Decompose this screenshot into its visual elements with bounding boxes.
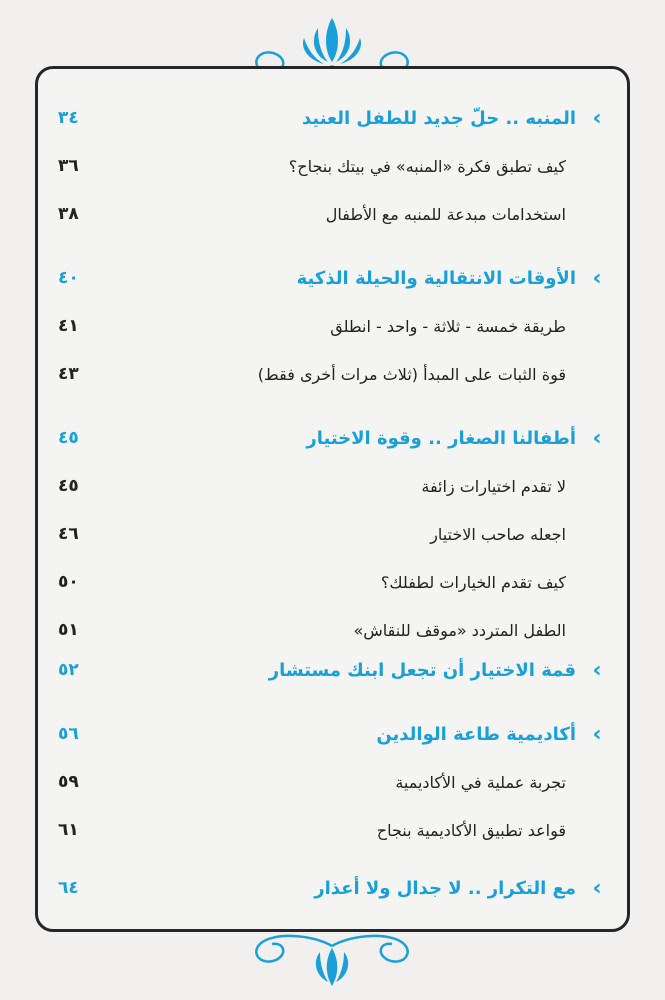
item-title: كيف تقدم الخيارات لطفلك؟ bbox=[380, 572, 566, 592]
toc-item-row bbox=[58, 306, 604, 346]
item-title: طريقة خمسة - ثلاثة - واحد - انطلق bbox=[330, 316, 566, 336]
page-number: ٤٥ bbox=[58, 476, 79, 496]
page-number: ٥٢ bbox=[58, 660, 79, 680]
toc-item-row bbox=[58, 146, 604, 186]
page-number: ٣٨ bbox=[58, 204, 79, 224]
page-number: ٤٣ bbox=[58, 364, 79, 384]
item-title: كيف تطبق فكرة «المنبه» في بيتك بنجاح؟ bbox=[288, 156, 566, 176]
item-title: اجعله صاحب الاختيار bbox=[430, 524, 566, 544]
page-number: ٤٠ bbox=[58, 268, 79, 288]
section-title: المنبه .. حلّ جديد للطفل العنيد bbox=[301, 107, 576, 129]
item-title: استخدامات مبدعة للمنبه مع الأطفال bbox=[325, 204, 566, 224]
chevron-left-icon: ‹ bbox=[592, 425, 602, 451]
toc-section-row bbox=[58, 868, 604, 908]
toc-section-row bbox=[58, 258, 604, 298]
toc-item-row bbox=[58, 194, 604, 234]
page-number: ٥١ bbox=[58, 620, 79, 640]
toc-item-row bbox=[58, 354, 604, 394]
page-number: ٣٤ bbox=[58, 108, 79, 128]
section-title: قمة الاختيار أن تجعل ابنك مستشار bbox=[268, 659, 576, 681]
section-title: الأوقات الانتقالية والحيلة الذكية bbox=[296, 267, 576, 289]
chevron-left-icon: ‹ bbox=[592, 721, 602, 747]
item-title: الطفل المتردد «موقف للنقاش» bbox=[353, 620, 566, 640]
page-number: ٥٠ bbox=[58, 572, 79, 592]
toc-item-row bbox=[58, 762, 604, 802]
toc-item-row bbox=[58, 562, 604, 602]
toc-item-row bbox=[58, 466, 604, 506]
item-title: قوة الثبات على المبدأ (ثلاث مرات أخرى فقط) bbox=[257, 364, 566, 384]
toc-item-row bbox=[58, 514, 604, 554]
item-title: قواعد تطبيق الأكاديمية بنجاح bbox=[376, 820, 566, 840]
page-number: ٥٩ bbox=[58, 772, 79, 792]
page-number: ٤٦ bbox=[58, 524, 79, 544]
chevron-left-icon: ‹ bbox=[592, 105, 602, 131]
toc-item-row bbox=[58, 610, 604, 650]
section-title: أكاديمية طاعة الوالدين bbox=[376, 723, 576, 745]
section-title: أطفالنا الصغار .. وقوة الاختيار bbox=[306, 427, 576, 449]
chevron-left-icon: ‹ bbox=[592, 875, 602, 901]
page-number: ٣٦ bbox=[58, 156, 79, 176]
page-number: ٦١ bbox=[58, 820, 79, 840]
toc-item-row bbox=[58, 810, 604, 850]
section-title: مع التكرار .. لا جدال ولا أعذار bbox=[314, 877, 576, 899]
page-number: ٤١ bbox=[58, 316, 79, 336]
toc-section-row bbox=[58, 714, 604, 754]
toc-section-row bbox=[58, 650, 604, 690]
toc-section-row bbox=[58, 98, 604, 138]
chevron-left-icon: ‹ bbox=[592, 657, 602, 683]
item-title: لا تقدم اختيارات زائفة bbox=[421, 476, 566, 496]
toc-section-row bbox=[58, 418, 604, 458]
item-title: تجربة عملية في الأكاديمية bbox=[395, 772, 566, 792]
page-number: ٤٥ bbox=[58, 428, 79, 448]
page-number: ٦٤ bbox=[58, 878, 79, 898]
page-number: ٥٦ bbox=[58, 724, 79, 744]
chevron-left-icon: ‹ bbox=[592, 265, 602, 291]
